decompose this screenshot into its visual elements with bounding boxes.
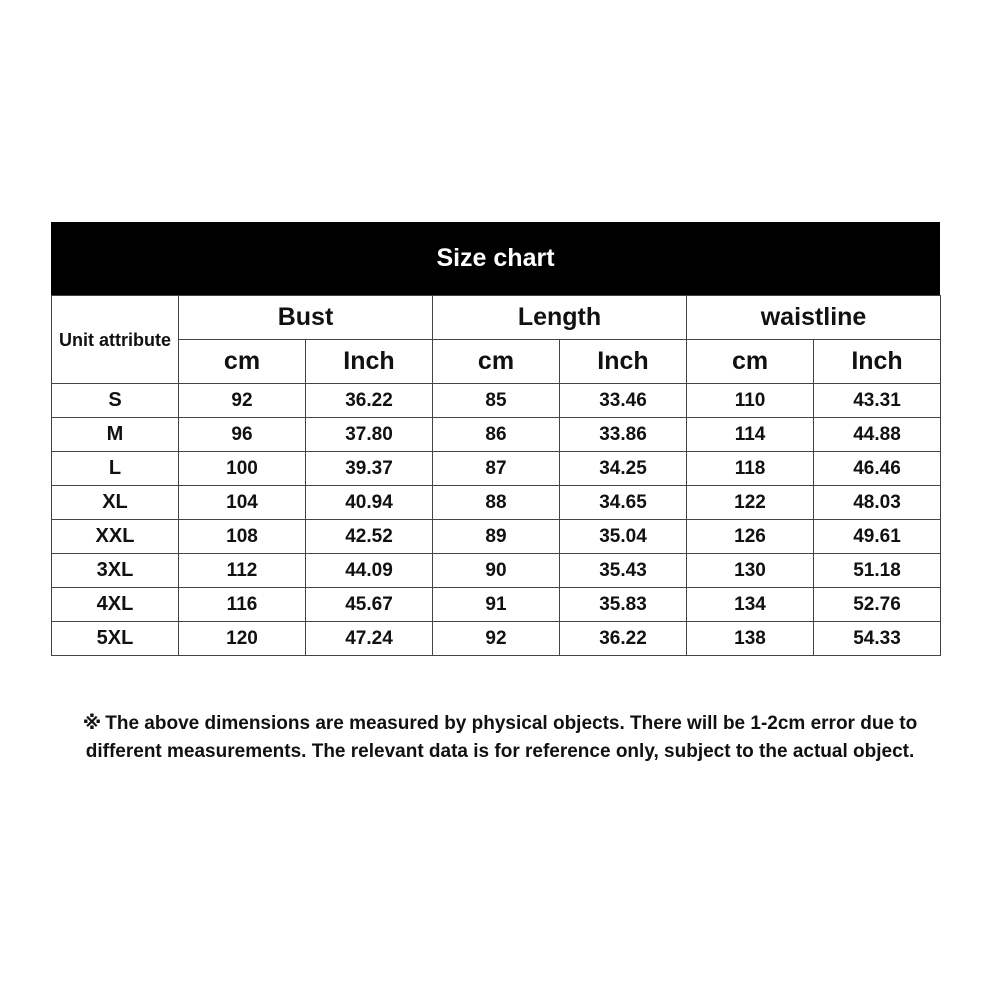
table-cell: 44.88 bbox=[814, 418, 941, 452]
group-header-row bbox=[52, 296, 941, 340]
unit-header-inch: Inch bbox=[814, 340, 941, 384]
unit-header-inch: Inch bbox=[560, 340, 687, 384]
size-label-cell: S bbox=[52, 384, 179, 418]
unit-header-inch: Inch bbox=[306, 340, 433, 384]
table-cell: 90 bbox=[433, 554, 560, 588]
size-label-cell: 3XL bbox=[52, 554, 179, 588]
length-header: Length bbox=[433, 296, 687, 340]
table-row bbox=[52, 452, 941, 486]
unit-header-cm: cm bbox=[433, 340, 560, 384]
table-cell: 35.43 bbox=[560, 554, 687, 588]
table-row bbox=[52, 520, 941, 554]
table-cell: 46.46 bbox=[814, 452, 941, 486]
table-row bbox=[52, 384, 941, 418]
table-row bbox=[52, 554, 941, 588]
table-cell: 122 bbox=[687, 486, 814, 520]
note-symbol: ※ bbox=[82, 713, 102, 734]
table-cell: 114 bbox=[687, 418, 814, 452]
table-cell: 45.67 bbox=[306, 588, 433, 622]
size-label-cell: M bbox=[52, 418, 179, 452]
table-cell: 92 bbox=[179, 384, 306, 418]
unit-header-cm: cm bbox=[687, 340, 814, 384]
table-cell: 43.31 bbox=[814, 384, 941, 418]
table-cell: 39.37 bbox=[306, 452, 433, 486]
table-cell: 51.18 bbox=[814, 554, 941, 588]
waistline-header: waistline bbox=[687, 296, 941, 340]
table-row bbox=[52, 418, 941, 452]
table-cell: 108 bbox=[179, 520, 306, 554]
table-cell: 92 bbox=[433, 622, 560, 656]
table-cell: 110 bbox=[687, 384, 814, 418]
size-label-cell: L bbox=[52, 452, 179, 486]
table-cell: 35.83 bbox=[560, 588, 687, 622]
table-cell: 116 bbox=[179, 588, 306, 622]
table-row bbox=[52, 588, 941, 622]
table-cell: 104 bbox=[179, 486, 306, 520]
table-cell: 35.04 bbox=[560, 520, 687, 554]
table-cell: 36.22 bbox=[560, 622, 687, 656]
table-cell: 37.80 bbox=[306, 418, 433, 452]
table-cell: 48.03 bbox=[814, 486, 941, 520]
table-cell: 34.25 bbox=[560, 452, 687, 486]
size-label-cell: XXL bbox=[52, 520, 179, 554]
table-cell: 36.22 bbox=[306, 384, 433, 418]
size-chart-title: Size chart bbox=[51, 222, 940, 295]
table-cell: 85 bbox=[433, 384, 560, 418]
table-cell: 91 bbox=[433, 588, 560, 622]
table-cell: 47.24 bbox=[306, 622, 433, 656]
table-cell: 134 bbox=[687, 588, 814, 622]
table-cell: 138 bbox=[687, 622, 814, 656]
unit-header-row bbox=[52, 340, 941, 384]
table-cell: 52.76 bbox=[814, 588, 941, 622]
table-row bbox=[52, 622, 941, 656]
table-cell: 88 bbox=[433, 486, 560, 520]
table-cell: 40.94 bbox=[306, 486, 433, 520]
table-cell: 130 bbox=[687, 554, 814, 588]
size-label-cell: 5XL bbox=[52, 622, 179, 656]
measurement-note bbox=[60, 710, 940, 766]
unit-header-cm: cm bbox=[179, 340, 306, 384]
table-cell: 33.46 bbox=[560, 384, 687, 418]
table-cell: 118 bbox=[687, 452, 814, 486]
table-cell: 87 bbox=[433, 452, 560, 486]
table-cell: 34.65 bbox=[560, 486, 687, 520]
unit-attribute-header: Unit attribute bbox=[52, 296, 179, 384]
table-cell: 126 bbox=[687, 520, 814, 554]
table-cell: 42.52 bbox=[306, 520, 433, 554]
size-table bbox=[51, 295, 941, 656]
table-cell: 96 bbox=[179, 418, 306, 452]
table-cell: 89 bbox=[433, 520, 560, 554]
table-cell: 49.61 bbox=[814, 520, 941, 554]
table-cell: 44.09 bbox=[306, 554, 433, 588]
note-text: The above dimensions are measured by physical objects. There will be 1-2cm error due to different measurements. The relevant data is for reference only, subject to the actual object. bbox=[85, 713, 918, 762]
table-row bbox=[52, 486, 941, 520]
table-cell: 86 bbox=[433, 418, 560, 452]
table-cell: 100 bbox=[179, 452, 306, 486]
table-cell: 120 bbox=[179, 622, 306, 656]
table-cell: 112 bbox=[179, 554, 306, 588]
table-cell: 54.33 bbox=[814, 622, 941, 656]
size-label-cell: 4XL bbox=[52, 588, 179, 622]
size-label-cell: XL bbox=[52, 486, 179, 520]
table-cell: 33.86 bbox=[560, 418, 687, 452]
bust-header: Bust bbox=[179, 296, 433, 340]
